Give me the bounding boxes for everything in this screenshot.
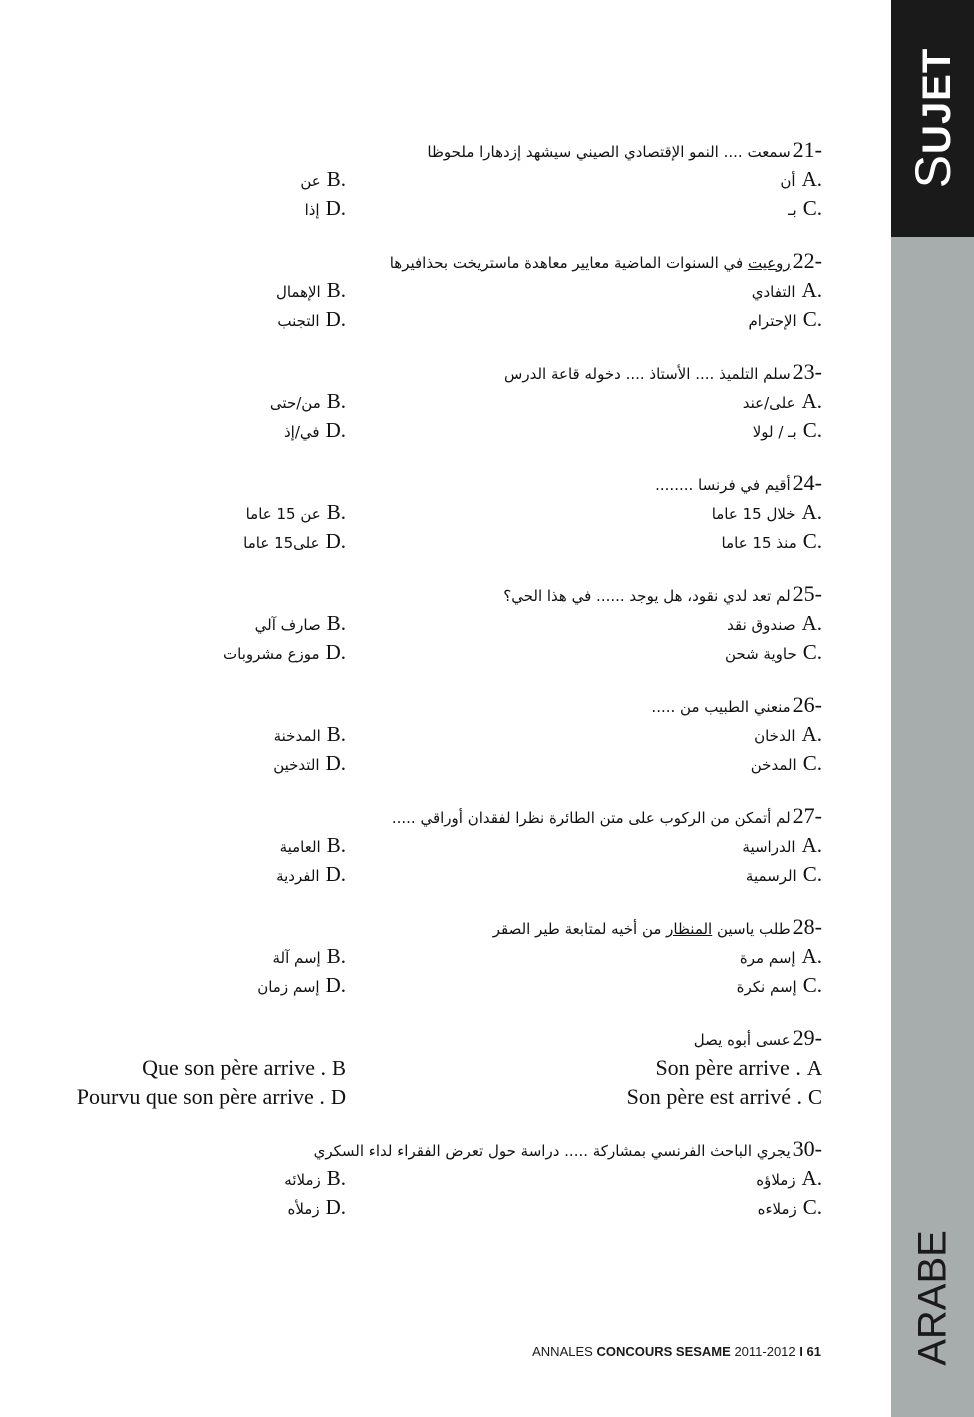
option-d [305, 196, 346, 224]
option-text: التجنب [277, 312, 320, 330]
option-text: إذا [304, 201, 320, 219]
option-text: أن [780, 172, 796, 190]
question-28-prompt [493, 914, 822, 944]
option-b [276, 278, 346, 306]
option-a [780, 167, 822, 195]
question-text: يجري الباحث الفرنسي بمشاركة ..... دراسة حول تعرض الفقراء لداء السكري [313, 1142, 791, 1160]
option-c [722, 529, 822, 557]
option-text: في/إذ [284, 423, 320, 441]
option-label: B. [326, 278, 346, 302]
option-text: الفردية [276, 867, 320, 885]
option-text: عن 15 عاما [245, 505, 321, 523]
question-26 [0, 692, 891, 782]
question-number: 25- [792, 581, 822, 606]
option-c [737, 973, 822, 1001]
option-text: الرسمية [745, 867, 797, 885]
option-text: العامية [279, 838, 321, 856]
option-text: خلال 15 عاما [711, 505, 796, 523]
option-label: D. [325, 973, 346, 997]
option-b [272, 944, 346, 972]
option-c [751, 751, 822, 779]
option-label: D [330, 1085, 346, 1109]
option-c [746, 862, 822, 890]
page-footer [532, 1344, 821, 1359]
option-d [287, 1195, 346, 1223]
option-text: على/عند [742, 394, 796, 412]
option-label: B. [326, 611, 346, 635]
option-label: D. [325, 418, 346, 442]
option-b [142, 1055, 346, 1083]
option-d [276, 862, 346, 890]
option-label: A. [801, 722, 822, 746]
question-text [493, 920, 791, 938]
option-text: إسم نكرة [736, 978, 797, 996]
option-label: B [331, 1056, 346, 1080]
question-number: 30- [792, 1136, 822, 1161]
option-label: D. [325, 862, 346, 886]
option-text: إسم زمان [257, 978, 320, 996]
option-text: الدخان [754, 727, 796, 745]
question-number: 29- [792, 1025, 822, 1050]
option-label: B. [326, 944, 346, 968]
option-d [257, 973, 346, 1001]
option-label: C. [802, 529, 822, 553]
question-30 [0, 1136, 891, 1226]
page-number: 61 [806, 1344, 821, 1359]
option-text: المدخن [750, 756, 797, 774]
question-text-after: من أخيه لمتابعة طير الصقر [492, 920, 667, 938]
option-c [725, 640, 822, 668]
option-label: C. [802, 1195, 822, 1219]
option-a [754, 722, 822, 750]
option-text: الإهمال [275, 283, 321, 301]
section-tab-label: SUJET [904, 47, 961, 189]
question-text-before: طلب ياسين [712, 920, 791, 938]
option-label: B. [326, 389, 346, 413]
question-21-prompt [427, 137, 822, 167]
option-text: Son père est arrivé . [626, 1084, 802, 1109]
question-26-prompt [651, 692, 822, 722]
question-22-prompt [390, 248, 822, 278]
option-text: زملأه [287, 1200, 320, 1218]
footer-annales: ANNALES [532, 1344, 593, 1359]
option-label: A. [801, 389, 822, 413]
option-text: من/حتى [269, 394, 321, 412]
option-label: C. [802, 307, 822, 331]
question-30-prompt [314, 1136, 822, 1166]
option-label: C. [802, 196, 822, 220]
option-text: التفادي [751, 283, 796, 301]
option-text: صارف آلي [254, 616, 321, 634]
option-text: التدخين [273, 756, 320, 774]
option-c [788, 196, 822, 224]
option-label: D. [325, 1195, 346, 1219]
option-text: إسم آلة [272, 949, 321, 967]
side-tab [891, 0, 974, 1417]
question-24-prompt [655, 470, 822, 500]
option-label: B. [326, 1166, 346, 1190]
option-text: حاوية شحن [724, 645, 797, 663]
question-number: 27- [792, 803, 822, 828]
question-text: عسى أبوه يصل [693, 1031, 791, 1049]
option-label: D. [325, 307, 346, 331]
option-label: C. [802, 862, 822, 886]
option-b [255, 611, 346, 639]
question-number: 24- [792, 470, 822, 495]
option-a [727, 611, 822, 639]
option-text: إسم مرة [739, 949, 796, 967]
option-text: زملاؤه [756, 1171, 796, 1189]
question-23-prompt [504, 359, 822, 389]
option-a [740, 944, 822, 972]
option-label: C. [802, 640, 822, 664]
underlined-word: روعيت [747, 254, 791, 272]
option-b [246, 500, 346, 528]
question-text: أقيم في فرنسا ........ [655, 476, 791, 494]
option-text: زملاءه [757, 1200, 797, 1218]
option-label: C. [802, 418, 822, 442]
question-text: منعني الطبيب من ..... [651, 698, 791, 716]
option-d [77, 1084, 346, 1112]
footer-years: 2011-2012 [734, 1344, 796, 1359]
option-a [756, 1166, 822, 1194]
option-b [300, 167, 346, 195]
question-number: 23- [792, 359, 822, 384]
option-c [748, 307, 822, 335]
option-label: A. [801, 833, 822, 857]
option-text: عن [300, 172, 321, 190]
option-text: زملائه [284, 1171, 321, 1189]
option-label: B. [326, 500, 346, 524]
option-c [758, 1195, 822, 1223]
option-text: بـ / لولا [752, 423, 797, 441]
option-a [712, 500, 822, 528]
option-label: C. [802, 751, 822, 775]
option-text: Pourvu que son père arrive . [76, 1084, 325, 1109]
footer-separator: I [799, 1344, 803, 1359]
option-label: A. [801, 500, 822, 524]
subject-label: ARABE [910, 1230, 954, 1366]
option-label: C [807, 1085, 822, 1109]
option-a [743, 389, 822, 417]
question-27 [0, 803, 891, 893]
option-text: الدراسية [742, 838, 796, 856]
option-d [277, 307, 346, 335]
question-text-rest: في السنوات الماضية معايير معاهدة ماستريخت بحذافيرها [389, 254, 748, 272]
option-label: B. [326, 833, 346, 857]
option-text: منذ 15 عاما [721, 534, 797, 552]
option-label: B. [326, 167, 346, 191]
option-d [223, 640, 346, 668]
option-a [752, 278, 822, 306]
question-25-prompt [503, 581, 822, 611]
option-label: A. [801, 167, 822, 191]
question-number: 22- [792, 248, 822, 273]
option-text: على15 عاما [243, 534, 320, 552]
option-b [270, 389, 346, 417]
question-text: سمعت .... النمو الإقتصادي الصيني سيشهد إزدهارا ملحوظا [427, 143, 791, 161]
option-label: D. [325, 751, 346, 775]
question-22 [0, 248, 891, 338]
option-label: B. [326, 722, 346, 746]
option-label: A. [801, 944, 822, 968]
footer-concours: CONCOURS SESAME [596, 1344, 731, 1359]
question-28 [0, 914, 891, 1004]
question-text: لم تعد لدي نقود، هل يوجد ...... في هذا الحي؟ [503, 587, 791, 605]
question-29 [0, 1025, 891, 1115]
question-25 [0, 581, 891, 671]
option-label: C. [802, 973, 822, 997]
question-21 [0, 137, 891, 227]
section-tab [891, 0, 974, 237]
option-text: بـ [788, 201, 797, 219]
question-29-prompt [694, 1025, 822, 1055]
option-label: A. [801, 1166, 822, 1190]
option-text: الإحترام [748, 312, 797, 330]
option-d [284, 418, 346, 446]
question-number: 26- [792, 692, 822, 717]
option-d [273, 751, 346, 779]
option-label: A. [801, 278, 822, 302]
option-c [753, 418, 822, 446]
option-text: Que son père arrive . [142, 1055, 326, 1080]
question-text: سلم التلميذ .... الأستاذ .... دخوله قاعة الدرس [504, 365, 791, 383]
option-label: A [806, 1056, 822, 1080]
option-label: D. [325, 196, 346, 220]
option-text: Son père arrive . [655, 1055, 801, 1080]
option-label: D. [325, 529, 346, 553]
option-c [627, 1084, 822, 1112]
question-text: لم أتمكن من الركوب على متن الطائرة نظرا لفقدان أوراقي ..... [391, 809, 791, 827]
option-b [274, 722, 346, 750]
question-24 [0, 470, 891, 560]
question-27-prompt [392, 803, 822, 833]
option-b [284, 1166, 346, 1194]
question-number: 28- [792, 914, 822, 939]
underlined-word: المنظار [666, 920, 713, 938]
option-label: A. [801, 611, 822, 635]
option-text: صندوق نقد [727, 616, 796, 634]
question-number: 21- [792, 137, 822, 162]
question-text [390, 254, 791, 272]
option-b [280, 833, 346, 861]
option-a [655, 1055, 822, 1083]
option-text: المدخنة [273, 727, 321, 745]
option-a [742, 833, 822, 861]
option-text: موزع مشروبات [223, 645, 320, 663]
question-23 [0, 359, 891, 449]
option-label: D. [325, 640, 346, 664]
option-d [243, 529, 346, 557]
